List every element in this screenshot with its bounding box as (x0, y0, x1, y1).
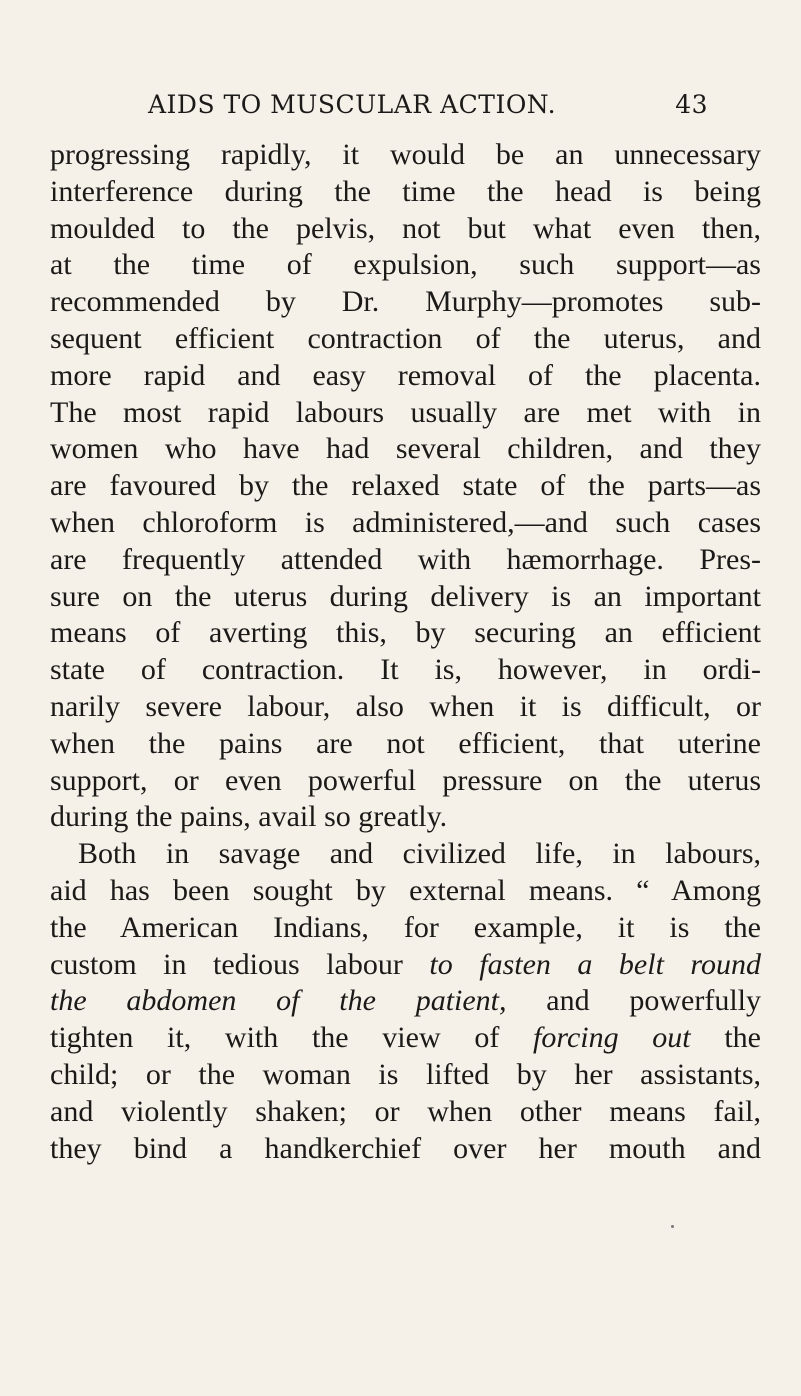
text-line: the American Indians, for example, it is the (50, 910, 761, 944)
text-line: when the pains are not efficient, that uterine (50, 726, 761, 760)
text-line: means of averting this, by securing an efficient (50, 616, 761, 650)
text-line: progressing rapidly, it would be an unnecessary (50, 138, 761, 171)
text-line: are favoured by the relaxed state of the parts—as (50, 469, 761, 503)
italic-text: forcing out (533, 1021, 691, 1055)
page-number: 43 (675, 90, 708, 119)
text-line: are frequently attended with hæmorrhage. Pres- (50, 542, 761, 576)
text-line: moulded to the pelvis, not but what even then, (50, 211, 761, 245)
text-line: The most rapid labours usually are met with in (50, 395, 761, 429)
text-line: and violently shaken; or when other means fail, (50, 1094, 761, 1128)
page-header (148, 86, 708, 126)
text-line: sequent efficient contraction of the uterus, and (50, 321, 761, 355)
text-line: the abdomen of the patient, and powerfully (50, 984, 761, 1018)
paper-speck (671, 1225, 674, 1228)
italic-text: the abdomen of the patient, (50, 984, 507, 1018)
running-head: AIDS TO MUSCULAR ACTION. (148, 90, 557, 119)
text-line: Both in savage and civilized life, in labours, (78, 837, 761, 871)
text-line: at the time of expulsion, such support—as (50, 248, 761, 282)
text-line: recommended by Dr. Murphy—promotes sub- (50, 285, 761, 319)
text-line: state of contraction. It is, however, in ordi- (50, 653, 761, 687)
text-line: they bind a handkerchief over her mouth and (50, 1131, 761, 1165)
text-line: child; or the woman is lifted by her assistants, (50, 1057, 761, 1091)
text-line: more rapid and easy removal of the placenta. (50, 358, 761, 392)
text-line: narily severe labour, also when it is difficult, or (50, 689, 761, 723)
italic-text: to fasten a belt round (429, 947, 761, 981)
text-line: during the pains, avail so greatly. (50, 800, 448, 834)
text-line: women who have had several children, and they (50, 432, 761, 466)
text-line: when chloroform is administered,—and such cases (50, 505, 761, 539)
text-line: custom in tedious labour to fasten a belt round (50, 947, 761, 981)
text-line: support, or even powerful pressure on the uterus (50, 763, 761, 797)
text-line: tighten it, with the view of forcing out the (50, 1021, 761, 1055)
text-line: aid has been sought by external means. “ Among (50, 873, 761, 907)
body-text (50, 137, 761, 1167)
text-line: sure on the uterus during delivery is an important (50, 579, 761, 613)
text-line: interference during the time the head is being (50, 174, 761, 208)
